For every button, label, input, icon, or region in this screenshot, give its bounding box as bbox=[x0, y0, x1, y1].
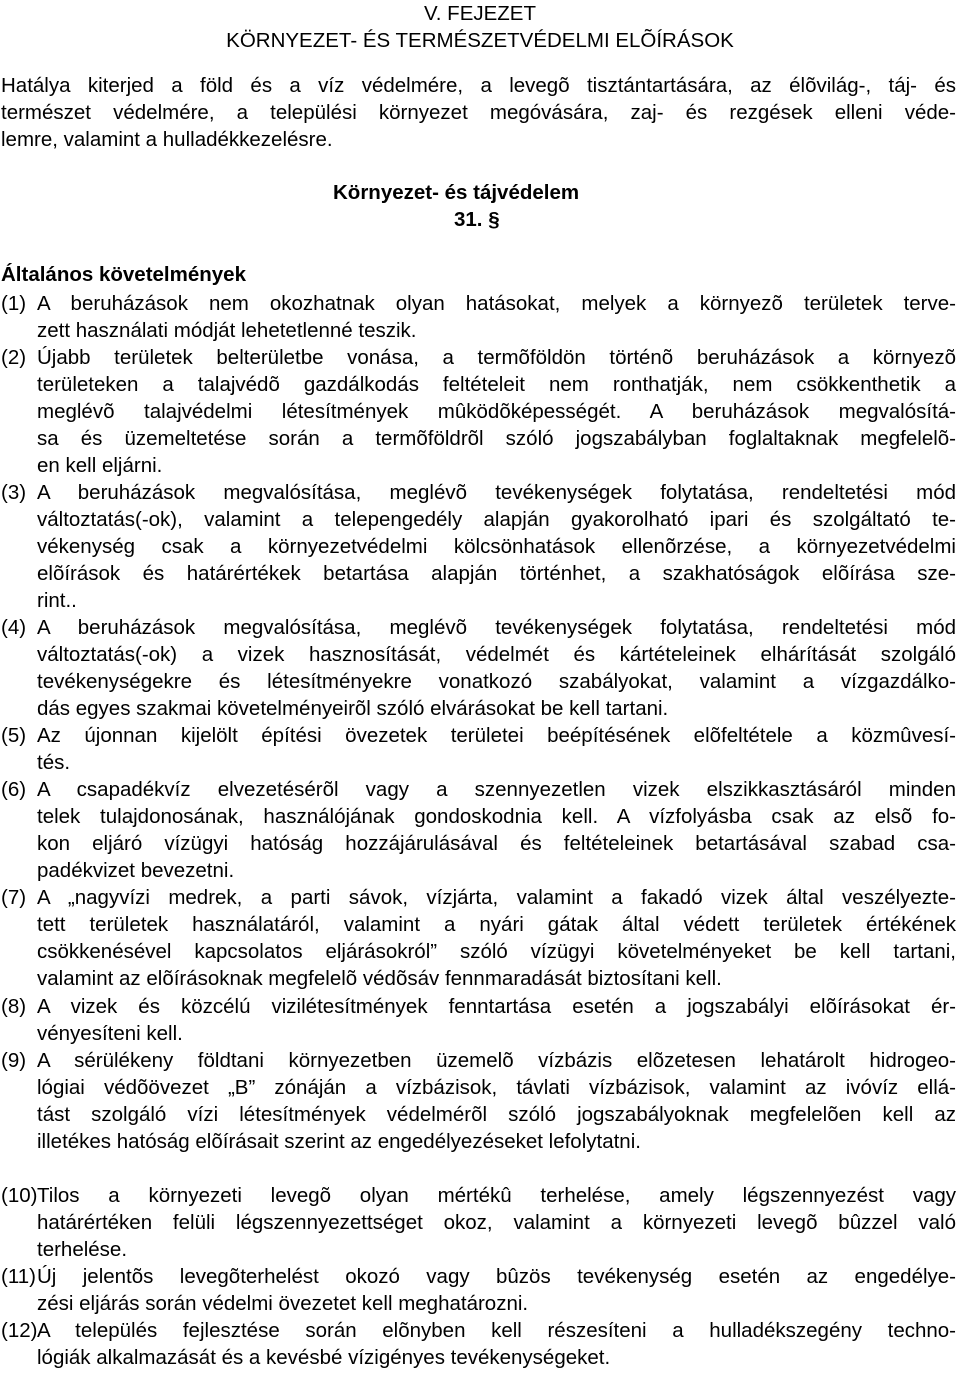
paragraph-line: telek tulajdonosának, használójának gondoskodnia kell. A vízfolyásba csak az elsõ fo- bbox=[37, 805, 956, 828]
paragraph-line: A beruházások nem okozhatnak olyan hatásokat, melyek a környezõ területek terve- bbox=[37, 292, 956, 315]
intro-line: lemre, valamint a hulladékkezelésre. bbox=[1, 128, 333, 151]
paragraph-number: (11) bbox=[1, 1265, 36, 1288]
paragraph-line: vékenység csak a környezetvédelmi kölcsönhatások ellenõrzése, a környezetvédelmi bbox=[37, 535, 956, 558]
paragraph-line: meglévõ talajvédelmi létesítmények mûködõképességét. A beruházások megvalósítá- bbox=[37, 400, 956, 423]
paragraph-line: Tilos a környezeti levegõ olyan mértékû terhelése, amely légszennyezést vagy bbox=[37, 1184, 956, 1207]
paragraph-number: (9) bbox=[1, 1049, 27, 1072]
paragraph-number: (10) bbox=[1, 1184, 38, 1207]
paragraph-text bbox=[37, 290, 956, 344]
paragraph-line: A vizek és közcélú vizilétesítmények fenntartása esetén a jogszabályi elõírásokat ér- bbox=[37, 995, 956, 1018]
paragraph-number: (5) bbox=[1, 724, 27, 747]
paragraph-text bbox=[37, 776, 956, 884]
paragraph-line: lógiák alkalmazását és a kevésbé vízigényes tevékenységeket. bbox=[37, 1346, 611, 1369]
paragraph-line: A beruházások megvalósítása, meglévõ tevékenységek folytatása, rendeltetési mód bbox=[37, 481, 956, 504]
paragraph-line: zési eljárás során védelmi övezetet kell meghatározni. bbox=[37, 1292, 529, 1315]
paragraph-line: Újabb területek belterületbe vonása, a termõföldön történõ beruházások a környezõ bbox=[37, 346, 956, 369]
paragraph-line: padékvizet bevezetni. bbox=[37, 859, 235, 882]
paragraph-number: (1) bbox=[1, 292, 27, 315]
paragraph-line: tett területek használatáról, valamint a nyári gátak által védett területek értékének bbox=[37, 913, 956, 936]
paragraph-text bbox=[37, 1263, 956, 1317]
paragraph-number: (3) bbox=[1, 481, 27, 504]
paragraph-line: terhelése. bbox=[37, 1238, 128, 1261]
paragraph-number: (2) bbox=[1, 346, 27, 369]
paragraph-text bbox=[37, 479, 956, 614]
chapter-intro bbox=[1, 72, 956, 153]
paragraph-number: (6) bbox=[1, 778, 27, 801]
paragraph-line: változtatás(-ok), valamint a telepengedély alapján gyakorolható ipari és szolgáltató te- bbox=[37, 508, 956, 531]
paragraph-text bbox=[37, 344, 956, 479]
paragraph-line: A beruházások megvalósítása, meglévõ tevékenységek folytatása, rendeltetési mód bbox=[37, 616, 956, 639]
paragraph-line: rint.. bbox=[37, 589, 77, 612]
paragraph-text bbox=[37, 1047, 956, 1155]
paragraph-line: elõírások és határértékek betartása alapján történhet, a szakhatóságok elõírása sze- bbox=[37, 562, 956, 585]
paragraph-text bbox=[37, 993, 956, 1047]
paragraph-line: en kell eljárni. bbox=[37, 454, 163, 477]
chapter-title: KÖRNYEZET- ÉS TERMÉSZETVÉDELMI ELÕÍRÁSOK bbox=[226, 29, 734, 52]
paragraph-line: A sérülékeny földtani környezetben üzemelõ vízbázis elõzetesen lehatárolt hidrogeo- bbox=[37, 1049, 956, 1072]
paragraph-number: (12) bbox=[1, 1319, 38, 1342]
paragraph-text bbox=[37, 884, 956, 992]
section-heading: Környezet- és tájvédelem bbox=[333, 181, 580, 204]
paragraph-line: tást szolgáló vízi létesítmények védelmérõl szóló jogszabályoknak megfelelõen kell az bbox=[37, 1103, 956, 1126]
paragraph-line: A „nagyvízi medrek, a parti sávok, vízjárta, valamint a fakadó vizek által veszélyezte- bbox=[37, 886, 956, 909]
paragraph-line: illetékes hatóság elõírásait szerint az engedélyezéseket lefolytatni. bbox=[37, 1130, 641, 1153]
paragraph-line: tés. bbox=[37, 751, 71, 774]
paragraph-text bbox=[37, 614, 956, 722]
paragraph-line: zett használati módját lehetetlenné teszik. bbox=[37, 319, 417, 342]
paragraph-line: A csapadékvíz elvezetésérõl vagy a szennyezetlen vizek elszikkasztásáról minden bbox=[37, 778, 956, 801]
paragraph-line: sa és üzemeltetése során a termõföldrõl szóló jogszabályban foglaltaknak megfelelõ- bbox=[37, 427, 956, 450]
paragraph-line: lógiai védõövezet „B” zónáján a vízbázisok, távlati vízbázisok, valamint az ivóvíz ellá- bbox=[37, 1076, 956, 1099]
paragraph-line: határértéken felüli légszennyezettséget okoz, valamint a környezeti levegõ bûzzel való bbox=[37, 1211, 956, 1234]
paragraph-number: (4) bbox=[1, 616, 27, 639]
paragraph-number: (8) bbox=[1, 995, 27, 1018]
paragraph-line: Az újonnan kijelölt építési övezetek területei beépítésének elõfeltétele a közmûvesí- bbox=[37, 724, 956, 747]
paragraph-line: változtatás(-ok) a vizek hasznosítását, védelmét és kártételeinek elhárítását szolgáló bbox=[37, 643, 956, 666]
paragraph-line: dás egyes szakmai követelményeirõl szóló elvárásokat be kell tartani. bbox=[37, 697, 669, 720]
paragraph-number: (7) bbox=[1, 886, 27, 909]
paragraph-text bbox=[37, 1182, 956, 1263]
section-subheading: Általános követelmények bbox=[1, 263, 246, 286]
section-number: 31. § bbox=[454, 208, 500, 231]
chapter-label: V. FEJEZET bbox=[423, 2, 537, 25]
paragraph-line: területeken a talajvédõ gazdálkodás feltételeit nem ronthatják, nem csökkenthetik a bbox=[37, 373, 956, 396]
paragraph-line: kon eljáró vízügyi hatóság hozzájárulásával és feltételeinek betartásával szabad csa- bbox=[37, 832, 956, 855]
paragraph-line: tevékenységekre és létesítményekre vonatkozó szabályokat, valamint a vízgazdálko- bbox=[37, 670, 956, 693]
paragraph-line: valamint az elõírásoknak megfelelõ védõsáv fennmaradását biztosítani kell. bbox=[37, 967, 722, 990]
paragraph-line: A település fejlesztése során elõnyben kell részesíteni a hulladékszegény techno- bbox=[37, 1319, 956, 1342]
intro-line: Hatálya kiterjed a föld és a víz védelmére, a levegõ tisztántartására, az élõvilág-, táj- és bbox=[1, 74, 956, 97]
paragraph-line: Új jelentõs levegõterhelést okozó vagy bûzös tevékenység esetén az engedélye- bbox=[37, 1265, 956, 1288]
paragraph-line: vényesíteni kell. bbox=[37, 1022, 183, 1045]
paragraph-text bbox=[37, 1317, 956, 1371]
intro-line: természet védelmére, a települési környezet megóvására, zaj- és rezgések elleni véde- bbox=[1, 101, 956, 124]
paragraph-line: csökkenésével kapcsolatos eljárásokról” szóló vízügyi követelményeket be kell tartani, bbox=[37, 940, 956, 963]
paragraph-text bbox=[37, 722, 956, 776]
